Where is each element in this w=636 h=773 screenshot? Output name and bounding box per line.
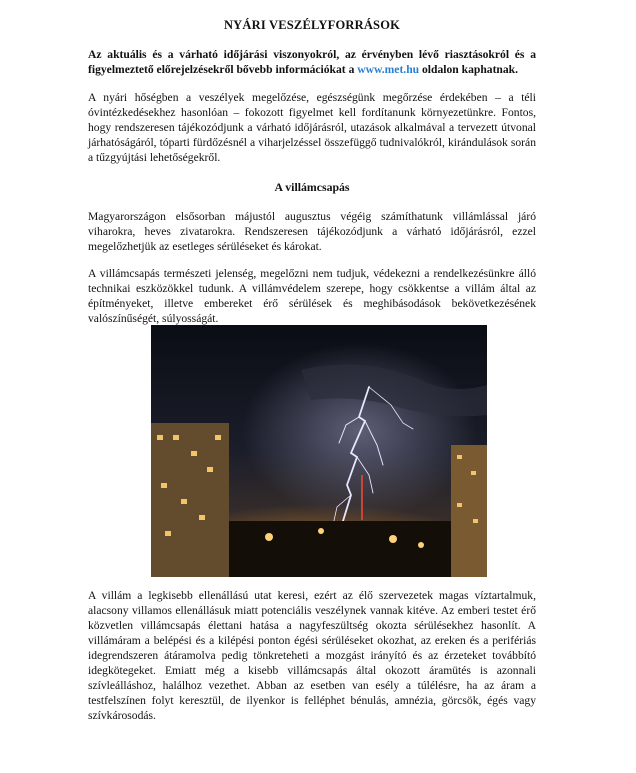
intro-text-after: oldalon kaphatnak. [419, 63, 519, 76]
intro-text-before: Az aktuális és a várható időjárási viszonyokról, az érvényben lévő riasztásokról és a figyelmeztető előrejelzésekről bővebb információkat a [88, 48, 536, 76]
body-continued [88, 588, 536, 723]
met-hu-link[interactable]: www.met.hu [357, 63, 420, 76]
paragraph-lightning-protection: A villámcsapás természeti jelenség, megelőzni nem tudjuk, védekezni a rendelkezésünkre álló technikai eszközökkel tudunk. A villámvédelem szerepe, hogy csökkentse a villám által az építményeket, illetve embereket érő sérülések és meghibásodások bekövetkezésének valószínűségét, súlyosságát. [88, 267, 536, 325]
section-heading-lightning: A villámcsapás [274, 180, 350, 194]
paragraph-summer-dangers: A nyári hőségben a veszélyek megelőzése, egészségünk megőrzése érdekében – a téli óvintézkedésekhez hasonlóan – fokozott figyelmet kell fordítanunk környezetünkre. Fontos, hogy rendszeresen tájékozódjunk a várható időjárásról, utazások alkalmával a tervezett útvonal járhatóságáról, tóparti fürdőzésnél a viharjelzéssel összefüggő tudnivalókról, kirándulások során a tűzgyújtási lehetőségekről. [88, 91, 536, 164]
page-title: NYÁRI VESZÉLYFORRÁSOK [223, 18, 401, 32]
lightning-night-photo [151, 325, 487, 577]
paragraph-lightning-season: Magyarországon elsősorban májustól augusztus végéig számíthatunk villámlással járó viharokra, heves zivatarokra. Rendszeresen tájékozódjunk a várható időjárásról, ezzel megelőzhetjük az esetleges sérüléseket és károkat. [88, 210, 536, 253]
intro-paragraph [88, 47, 536, 77]
paragraph-lightning-effects: A villám a legkisebb ellenállású utat keresi, ezért az élő szervezetek magas víztartalmuk, alacsony villamos ellenállásuk miatt potenciális veszélynek vannak kitéve. Az emberi testet érő közvetlen villámcsapás élettani hatása a nagyfeszültség okozta sérülésekhez hasonlít. A villámáram a belépési és a kilépési ponton égési sérüléseket okozhat, az ereken és a perifériás idegrendszeren átáramolva pedig tönkreteheti a mozgást irányító és az érzeteket továbbító idegkötegeket. Emiatt még a kisebb villámcsapás által okozott áramütés is azonnali szívleálláshoz, halálhoz vezethet. Abban az esetben van esély a túlélésre, ha az áram a testfelszínen folyt keresztül, de ilyenkor is felléphet bénulás, amnézia, görcsök, égés vagy szívkárosodás. [88, 589, 536, 722]
document-body [88, 18, 536, 326]
